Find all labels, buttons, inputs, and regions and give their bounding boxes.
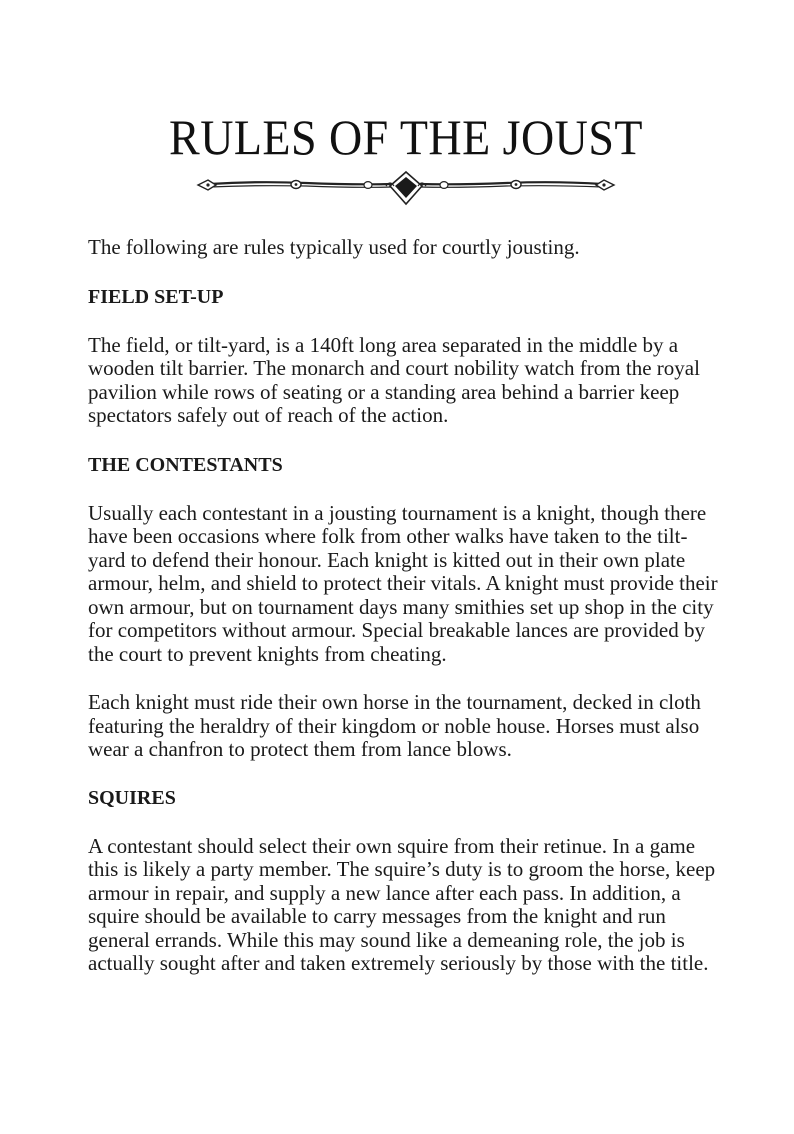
intro-paragraph: The following are rules typically used for courtly jousting. [88, 235, 580, 259]
document-body [88, 236, 724, 1001]
title-divider-ornament [196, 170, 616, 212]
section-heading-squires: SQUIRES [88, 786, 176, 809]
page-title: RULES OF THE JOUST [169, 109, 643, 165]
field-setup-paragraph: The field, or tilt-yard, is a 140ft long area separated in the middle by a wooden tilt barrier. The monarch and court nobility watch from the royal pavilion while rows of seating or a standing area behind a barrier keep spectators safely out of reach of the action. [88, 332, 700, 427]
contestants-paragraph-2: Each knight must ride their own horse in the tournament, decked in cloth featuring the heraldry of their kingdom or noble house. Horses must also wear a chanfron to protect them from lance blows. [88, 690, 701, 761]
squires-paragraph: A contestant should select their own squire from their retinue. In a game this is likely a party member. The squire’s duty is to groom the horse, keep armour in repair, and supply a new lance after each pass. In addition, a squire should be available to carry messages from the knight and run general errands. While this may sound like a demeaning role, the job is actually sought after and taken extremely seriously by those with the title. [88, 833, 716, 975]
contestants-paragraph-1: Usually each contestant in a jousting tournament is a knight, though there have been occasions where folk from other walks have taken to the tilt-yard to defend their honour. Each knight is kitted out in their own plate armour, helm, and shield to protect their vitals. A knight must provide their own armour, but on tournament days many smithies set up shop in the city for competitors without armour. Special breakable lances are provided by the court to prevent knights from cheating. [88, 500, 718, 666]
section-heading-contestants: THE CONTESTANTS [88, 453, 283, 476]
section-heading-field-setup: FIELD SET-UP [88, 285, 224, 308]
